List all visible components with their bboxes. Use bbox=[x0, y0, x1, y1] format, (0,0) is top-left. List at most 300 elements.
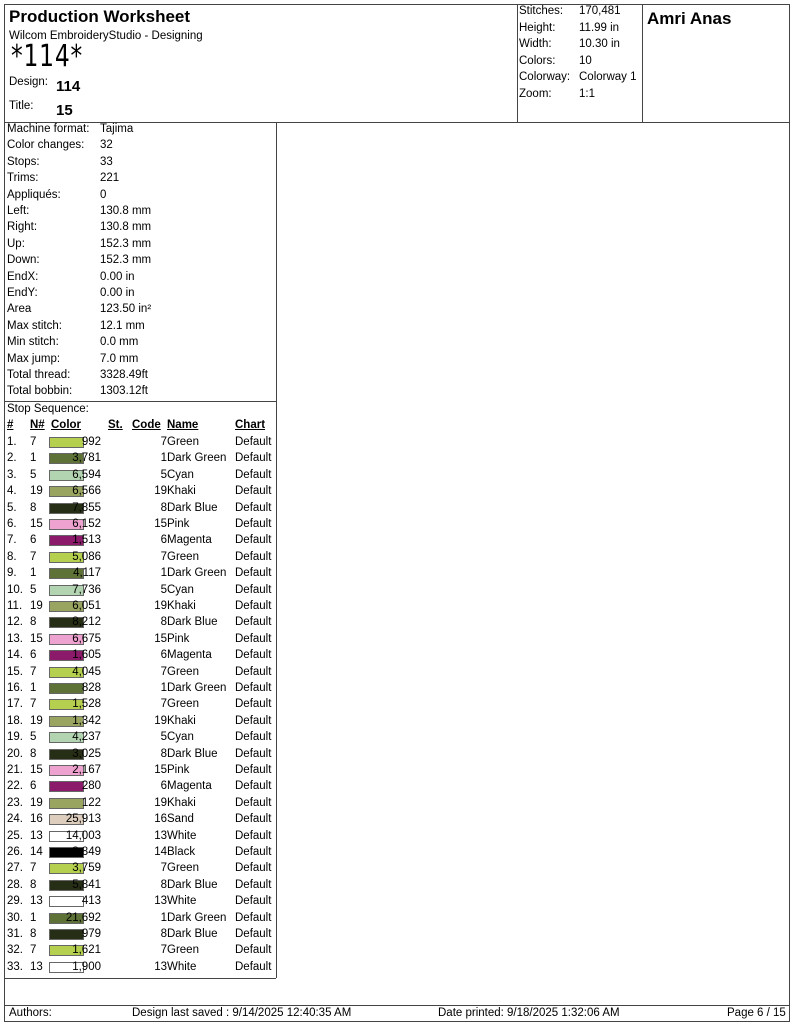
info-value: 0.00 in bbox=[100, 287, 135, 299]
row-color-name: Dark Blue bbox=[167, 928, 218, 940]
row-needle: 15 bbox=[30, 518, 43, 530]
row-code: 13 bbox=[154, 829, 167, 842]
row-chart: Default bbox=[235, 452, 272, 465]
info-value: 123.50 in² bbox=[100, 303, 152, 316]
row-color-name: Sand bbox=[167, 813, 194, 826]
row-color-name: Pink bbox=[167, 764, 190, 776]
row-index: 18. bbox=[7, 714, 23, 727]
table-row bbox=[5, 469, 275, 485]
table-row bbox=[5, 862, 275, 878]
row-stitches: 4,237 bbox=[72, 731, 101, 744]
row-needle: 7 bbox=[30, 550, 37, 563]
row-code: 13 bbox=[154, 895, 167, 908]
row-code: 7 bbox=[160, 665, 167, 678]
row-color-name: Dark Blue bbox=[167, 878, 218, 891]
row-color-name: Dark Green bbox=[167, 567, 227, 580]
row-stitches: 7,736 bbox=[72, 583, 101, 596]
info-value: 12.1 mm bbox=[100, 319, 145, 332]
row-chart: Default bbox=[235, 829, 272, 842]
stat-value: 10 bbox=[579, 54, 592, 67]
row-chart: Default bbox=[235, 878, 272, 891]
info-value: 0 bbox=[100, 188, 107, 201]
row-stitches: 979 bbox=[81, 928, 101, 940]
row-chart: Default bbox=[235, 944, 272, 957]
sequence-bottom-divider bbox=[5, 978, 276, 979]
row-stitches: 828 bbox=[81, 682, 101, 694]
customer-divider bbox=[642, 5, 643, 122]
row-needle: 7 bbox=[30, 862, 37, 875]
row-index: 26. bbox=[7, 846, 23, 858]
stat-value: 1:1 bbox=[579, 87, 595, 100]
row-index: 30. bbox=[7, 911, 23, 924]
color-swatch bbox=[49, 798, 84, 809]
stat-label: Zoom: bbox=[519, 87, 552, 100]
row-stitches: 25,913 bbox=[65, 813, 101, 826]
info-label: Machine format: bbox=[7, 123, 90, 135]
row-color-name: Magenta bbox=[167, 780, 212, 793]
row-index: 9. bbox=[7, 567, 17, 580]
info-label: Area bbox=[7, 303, 32, 316]
row-color-name: Green bbox=[167, 665, 199, 678]
row-code: 19 bbox=[154, 600, 167, 612]
customer-name: Amri Anas bbox=[647, 9, 732, 28]
row-code: 8 bbox=[160, 878, 167, 891]
row-needle: 16 bbox=[30, 813, 43, 826]
row-needle: 14 bbox=[30, 846, 43, 858]
table-row bbox=[5, 715, 275, 731]
row-stitches: 21,692 bbox=[65, 911, 101, 924]
row-code: 8 bbox=[160, 928, 167, 940]
stat-value: 11.99 in bbox=[579, 21, 620, 34]
color-swatch bbox=[49, 781, 84, 792]
stat-label: Stitches: bbox=[519, 5, 564, 17]
table-row bbox=[5, 764, 275, 780]
row-code: 5 bbox=[160, 583, 167, 596]
design-value: 114 bbox=[56, 78, 81, 95]
info-label: Appliqués: bbox=[7, 188, 61, 201]
row-needle: 15 bbox=[30, 632, 43, 645]
row-chart: Default bbox=[235, 764, 272, 776]
row-code: 8 bbox=[160, 747, 167, 760]
row-chart: Default bbox=[235, 796, 272, 809]
info-label: Min stitch: bbox=[7, 336, 59, 349]
row-code: 6 bbox=[160, 534, 167, 547]
info-value: 130.8 mm bbox=[100, 221, 152, 234]
sequence-divider bbox=[5, 401, 276, 402]
row-color-name: Dark Blue bbox=[167, 616, 218, 629]
col-header-code: Code bbox=[132, 419, 161, 431]
table-row bbox=[5, 879, 275, 895]
table-row bbox=[5, 944, 275, 960]
row-color-name: White bbox=[167, 960, 197, 973]
row-needle: 1 bbox=[30, 911, 37, 924]
row-code: 14 bbox=[154, 846, 167, 858]
page-title: Production Worksheet bbox=[9, 7, 191, 26]
row-code: 19 bbox=[154, 714, 167, 727]
row-color-name: Dark Green bbox=[167, 682, 227, 694]
row-index: 14. bbox=[7, 649, 23, 662]
info-value: 1303.12ft bbox=[100, 385, 148, 398]
row-color-name: Cyan bbox=[167, 731, 194, 744]
color-swatch bbox=[49, 683, 84, 694]
row-index: 13. bbox=[7, 632, 23, 645]
row-chart: Default bbox=[235, 436, 272, 448]
row-chart: Default bbox=[235, 731, 272, 744]
info-label: Trims: bbox=[7, 172, 39, 185]
stat-label: Colors: bbox=[519, 54, 556, 67]
row-color-name: Pink bbox=[167, 518, 190, 530]
row-index: 23. bbox=[7, 796, 23, 809]
row-needle: 7 bbox=[30, 436, 37, 448]
row-color-name: Dark Green bbox=[167, 911, 227, 924]
footer-authors: Authors: bbox=[9, 1007, 52, 1019]
row-stitches: 1,528 bbox=[72, 698, 101, 711]
table-row bbox=[5, 584, 275, 600]
row-stitches: 7,855 bbox=[72, 501, 101, 514]
row-color-name: Khaki bbox=[167, 796, 196, 809]
row-chart: Default bbox=[235, 813, 272, 826]
row-stitches: 14,003 bbox=[65, 829, 101, 842]
info-label: EndY: bbox=[7, 287, 38, 299]
row-code: 1 bbox=[160, 911, 167, 924]
row-needle: 7 bbox=[30, 944, 37, 957]
row-color-name: Magenta bbox=[167, 649, 212, 662]
row-needle: 19 bbox=[30, 600, 43, 612]
row-code: 15 bbox=[154, 518, 167, 530]
row-index: 29. bbox=[7, 895, 23, 908]
row-chart: Default bbox=[235, 567, 272, 580]
row-stitches: 3,849 bbox=[72, 846, 101, 858]
row-stitches: 6,566 bbox=[72, 485, 101, 498]
row-index: 2. bbox=[7, 452, 17, 465]
row-code: 7 bbox=[160, 436, 167, 448]
row-chart: Default bbox=[235, 928, 272, 940]
row-stitches: 3,759 bbox=[72, 862, 101, 875]
row-code: 7 bbox=[160, 698, 167, 711]
design-label: Design: bbox=[9, 76, 48, 88]
stat-label: Colorway: bbox=[519, 71, 571, 83]
row-color-name: Khaki bbox=[167, 600, 196, 612]
row-stitches: 1,342 bbox=[72, 714, 101, 727]
row-stitches: 992 bbox=[81, 436, 101, 448]
row-chart: Default bbox=[235, 518, 272, 530]
table-row bbox=[5, 633, 275, 649]
row-needle: 7 bbox=[30, 665, 37, 678]
row-stitches: 5,086 bbox=[72, 550, 101, 563]
row-stitches: 6,051 bbox=[72, 600, 101, 612]
row-needle: 13 bbox=[30, 895, 43, 908]
row-color-name: Pink bbox=[167, 632, 190, 645]
info-value: 130.8 mm bbox=[100, 205, 152, 217]
row-needle: 13 bbox=[30, 960, 43, 973]
row-stitches: 413 bbox=[81, 895, 101, 908]
row-index: 5. bbox=[7, 501, 17, 514]
row-index: 25. bbox=[7, 829, 23, 842]
row-needle: 19 bbox=[30, 796, 43, 809]
row-index: 8. bbox=[7, 550, 17, 563]
row-stitches: 5,841 bbox=[72, 878, 101, 891]
row-chart: Default bbox=[235, 714, 272, 727]
row-color-name: White bbox=[167, 895, 197, 908]
info-label: EndX: bbox=[7, 270, 39, 283]
row-index: 4. bbox=[7, 485, 17, 498]
row-needle: 19 bbox=[30, 714, 43, 727]
row-index: 12. bbox=[7, 616, 23, 629]
table-row bbox=[5, 698, 275, 714]
col-header-chart: Chart bbox=[235, 419, 266, 431]
row-code: 6 bbox=[160, 780, 167, 793]
row-stitches: 122 bbox=[81, 796, 101, 809]
table-row bbox=[5, 797, 275, 813]
table-row bbox=[5, 518, 275, 534]
row-code: 15 bbox=[154, 764, 167, 776]
row-code: 7 bbox=[160, 944, 167, 957]
row-index: 17. bbox=[7, 698, 23, 711]
info-value: 152.3 mm bbox=[100, 237, 152, 250]
row-color-name: Green bbox=[167, 436, 199, 448]
table-row bbox=[5, 666, 275, 682]
table-row bbox=[5, 649, 275, 665]
row-chart: Default bbox=[235, 846, 272, 858]
row-needle: 8 bbox=[30, 878, 37, 891]
row-code: 13 bbox=[154, 960, 167, 973]
footer-date-printed: Date printed: 9/18/2025 1:32:06 AM bbox=[438, 1007, 620, 1019]
row-stitches: 2,167 bbox=[72, 764, 101, 776]
table-row bbox=[5, 551, 275, 567]
row-color-name: Green bbox=[167, 698, 199, 711]
info-label: Down: bbox=[7, 254, 40, 267]
row-code: 5 bbox=[160, 731, 167, 744]
row-index: 10. bbox=[7, 583, 23, 596]
row-index: 20. bbox=[7, 747, 23, 760]
title-label: Title: bbox=[9, 100, 34, 112]
row-code: 5 bbox=[160, 468, 167, 481]
row-chart: Default bbox=[235, 895, 272, 908]
table-row bbox=[5, 748, 275, 764]
row-index: 15. bbox=[7, 665, 23, 678]
color-swatch bbox=[49, 896, 84, 907]
row-chart: Default bbox=[235, 616, 272, 629]
row-needle: 6 bbox=[30, 780, 37, 793]
row-color-name: Dark Blue bbox=[167, 747, 218, 760]
info-label: Total thread: bbox=[7, 369, 71, 381]
row-needle: 7 bbox=[30, 698, 37, 711]
table-row bbox=[5, 830, 275, 846]
row-color-name: Green bbox=[167, 550, 199, 563]
row-index: 11. bbox=[7, 600, 23, 612]
table-row bbox=[5, 452, 275, 468]
stat-label: Height: bbox=[519, 21, 556, 34]
row-color-name: Khaki bbox=[167, 714, 196, 727]
row-code: 8 bbox=[160, 501, 167, 514]
col-header-stitches: St. bbox=[108, 419, 123, 431]
title-value: 15 bbox=[56, 102, 73, 119]
col-header-index: # bbox=[7, 419, 14, 431]
row-color-name: Cyan bbox=[167, 583, 194, 596]
row-code: 16 bbox=[154, 813, 167, 826]
table-row bbox=[5, 780, 275, 796]
info-value: 221 bbox=[100, 172, 120, 185]
row-needle: 13 bbox=[30, 829, 43, 842]
row-color-name: Cyan bbox=[167, 468, 194, 481]
table-row bbox=[5, 600, 275, 616]
table-row bbox=[5, 895, 275, 911]
row-color-name: Dark Blue bbox=[167, 501, 218, 514]
row-needle: 15 bbox=[30, 764, 43, 776]
info-label: Max stitch: bbox=[7, 319, 62, 332]
row-chart: Default bbox=[235, 600, 272, 612]
row-chart: Default bbox=[235, 960, 272, 973]
col-header-needle: N# bbox=[30, 419, 45, 431]
row-stitches: 3,025 bbox=[72, 747, 101, 760]
row-stitches: 1,621 bbox=[72, 944, 101, 957]
col-header-color: Color bbox=[51, 419, 82, 431]
row-index: 22. bbox=[7, 780, 23, 793]
stat-value: 170,481 bbox=[579, 5, 621, 17]
col-header-name: Name bbox=[167, 419, 199, 431]
row-stitches: 1,605 bbox=[72, 649, 101, 662]
table-row bbox=[5, 682, 275, 698]
worksheet-page bbox=[4, 4, 790, 1022]
info-label: Up: bbox=[7, 237, 25, 250]
row-stitches: 8,212 bbox=[72, 616, 101, 629]
row-index: 19. bbox=[7, 731, 23, 744]
row-chart: Default bbox=[235, 583, 272, 596]
row-code: 19 bbox=[154, 796, 167, 809]
row-chart: Default bbox=[235, 698, 272, 711]
row-color-name: White bbox=[167, 829, 197, 842]
info-value: 7.0 mm bbox=[100, 352, 139, 365]
table-row bbox=[5, 912, 275, 928]
table-row bbox=[5, 961, 275, 977]
row-stitches: 1,900 bbox=[72, 960, 101, 973]
footer-last-saved: Design last saved : 9/14/2025 12:40:35 AM bbox=[132, 1007, 352, 1019]
row-stitches: 6,152 bbox=[72, 518, 101, 530]
row-index: 32. bbox=[7, 944, 23, 957]
row-needle: 1 bbox=[30, 567, 37, 580]
row-chart: Default bbox=[235, 534, 272, 547]
row-needle: 19 bbox=[30, 485, 43, 498]
info-value: 152.3 mm bbox=[100, 254, 152, 267]
table-row bbox=[5, 502, 275, 518]
stat-label: Width: bbox=[519, 38, 552, 50]
row-stitches: 280 bbox=[81, 780, 101, 793]
table-row bbox=[5, 534, 275, 550]
table-row bbox=[5, 616, 275, 632]
row-color-name: Black bbox=[167, 846, 196, 858]
row-code: 19 bbox=[154, 485, 167, 498]
row-code: 6 bbox=[160, 649, 167, 662]
row-needle: 8 bbox=[30, 501, 37, 514]
row-color-name: Khaki bbox=[167, 485, 196, 498]
info-value: 0.0 mm bbox=[100, 336, 139, 349]
row-code: 8 bbox=[160, 616, 167, 629]
row-chart: Default bbox=[235, 911, 272, 924]
row-index: 1. bbox=[7, 436, 17, 448]
row-stitches: 6,594 bbox=[72, 468, 101, 481]
row-chart: Default bbox=[235, 747, 272, 760]
row-chart: Default bbox=[235, 665, 272, 678]
table-row bbox=[5, 567, 275, 583]
row-code: 7 bbox=[160, 862, 167, 875]
info-value: 3328.49ft bbox=[100, 369, 148, 381]
row-code: 15 bbox=[154, 632, 167, 645]
row-chart: Default bbox=[235, 550, 272, 563]
row-needle: 6 bbox=[30, 649, 37, 662]
stat-value: 10.30 in bbox=[579, 38, 620, 50]
row-needle: 6 bbox=[30, 534, 37, 547]
row-chart: Default bbox=[235, 649, 272, 662]
row-stitches: 3,781 bbox=[72, 452, 101, 465]
info-label: Max jump: bbox=[7, 352, 61, 365]
software-name: Wilcom EmbroideryStudio - Designing bbox=[9, 30, 203, 42]
row-needle: 1 bbox=[30, 452, 37, 465]
row-color-name: Green bbox=[167, 862, 199, 875]
row-chart: Default bbox=[235, 682, 272, 694]
info-value: 33 bbox=[100, 155, 113, 168]
row-code: 7 bbox=[160, 550, 167, 563]
info-value: 32 bbox=[100, 139, 113, 152]
row-index: 21. bbox=[7, 764, 23, 776]
row-needle: 8 bbox=[30, 616, 37, 629]
info-label: Stops: bbox=[7, 155, 40, 168]
row-index: 3. bbox=[7, 468, 17, 481]
stat-value: Colorway 1 bbox=[579, 71, 637, 83]
row-index: 7. bbox=[7, 534, 17, 547]
table-row bbox=[5, 731, 275, 747]
row-index: 27. bbox=[7, 862, 23, 875]
row-needle: 5 bbox=[30, 468, 37, 481]
color-swatch bbox=[49, 437, 84, 448]
table-row bbox=[5, 928, 275, 944]
row-color-name: Magenta bbox=[167, 534, 212, 547]
row-color-name: Green bbox=[167, 944, 199, 957]
info-column-divider bbox=[276, 122, 277, 978]
row-chart: Default bbox=[235, 468, 272, 481]
row-stitches: 4,117 bbox=[73, 567, 101, 580]
info-label: Color changes: bbox=[7, 139, 85, 152]
info-value: 0.00 in bbox=[100, 270, 135, 283]
row-stitches: 4,045 bbox=[72, 665, 101, 678]
row-index: 33. bbox=[7, 960, 23, 973]
color-swatch bbox=[49, 929, 84, 940]
footer-page-number: Page 6 / 15 bbox=[727, 1007, 786, 1019]
row-color-name: Dark Green bbox=[167, 452, 227, 465]
row-chart: Default bbox=[235, 862, 272, 875]
row-chart: Default bbox=[235, 501, 272, 514]
row-index: 31. bbox=[7, 928, 23, 940]
row-chart: Default bbox=[235, 780, 272, 793]
design-barcode-text: *114* bbox=[11, 39, 83, 74]
row-stitches: 6,675 bbox=[72, 632, 101, 645]
row-chart: Default bbox=[235, 632, 272, 645]
info-value: Tajima bbox=[100, 123, 134, 135]
row-index: 24. bbox=[7, 813, 23, 826]
row-index: 28. bbox=[7, 878, 23, 891]
row-code: 1 bbox=[160, 682, 167, 694]
table-row bbox=[5, 485, 275, 501]
row-code: 1 bbox=[160, 567, 167, 580]
row-needle: 5 bbox=[30, 731, 37, 744]
info-label: Right: bbox=[7, 221, 38, 234]
stats-divider bbox=[517, 5, 518, 122]
info-label: Total bobbin: bbox=[7, 385, 73, 398]
row-chart: Default bbox=[235, 485, 272, 498]
table-row bbox=[5, 846, 275, 862]
row-needle: 1 bbox=[30, 682, 37, 694]
row-needle: 5 bbox=[30, 583, 37, 596]
row-needle: 8 bbox=[30, 747, 37, 760]
